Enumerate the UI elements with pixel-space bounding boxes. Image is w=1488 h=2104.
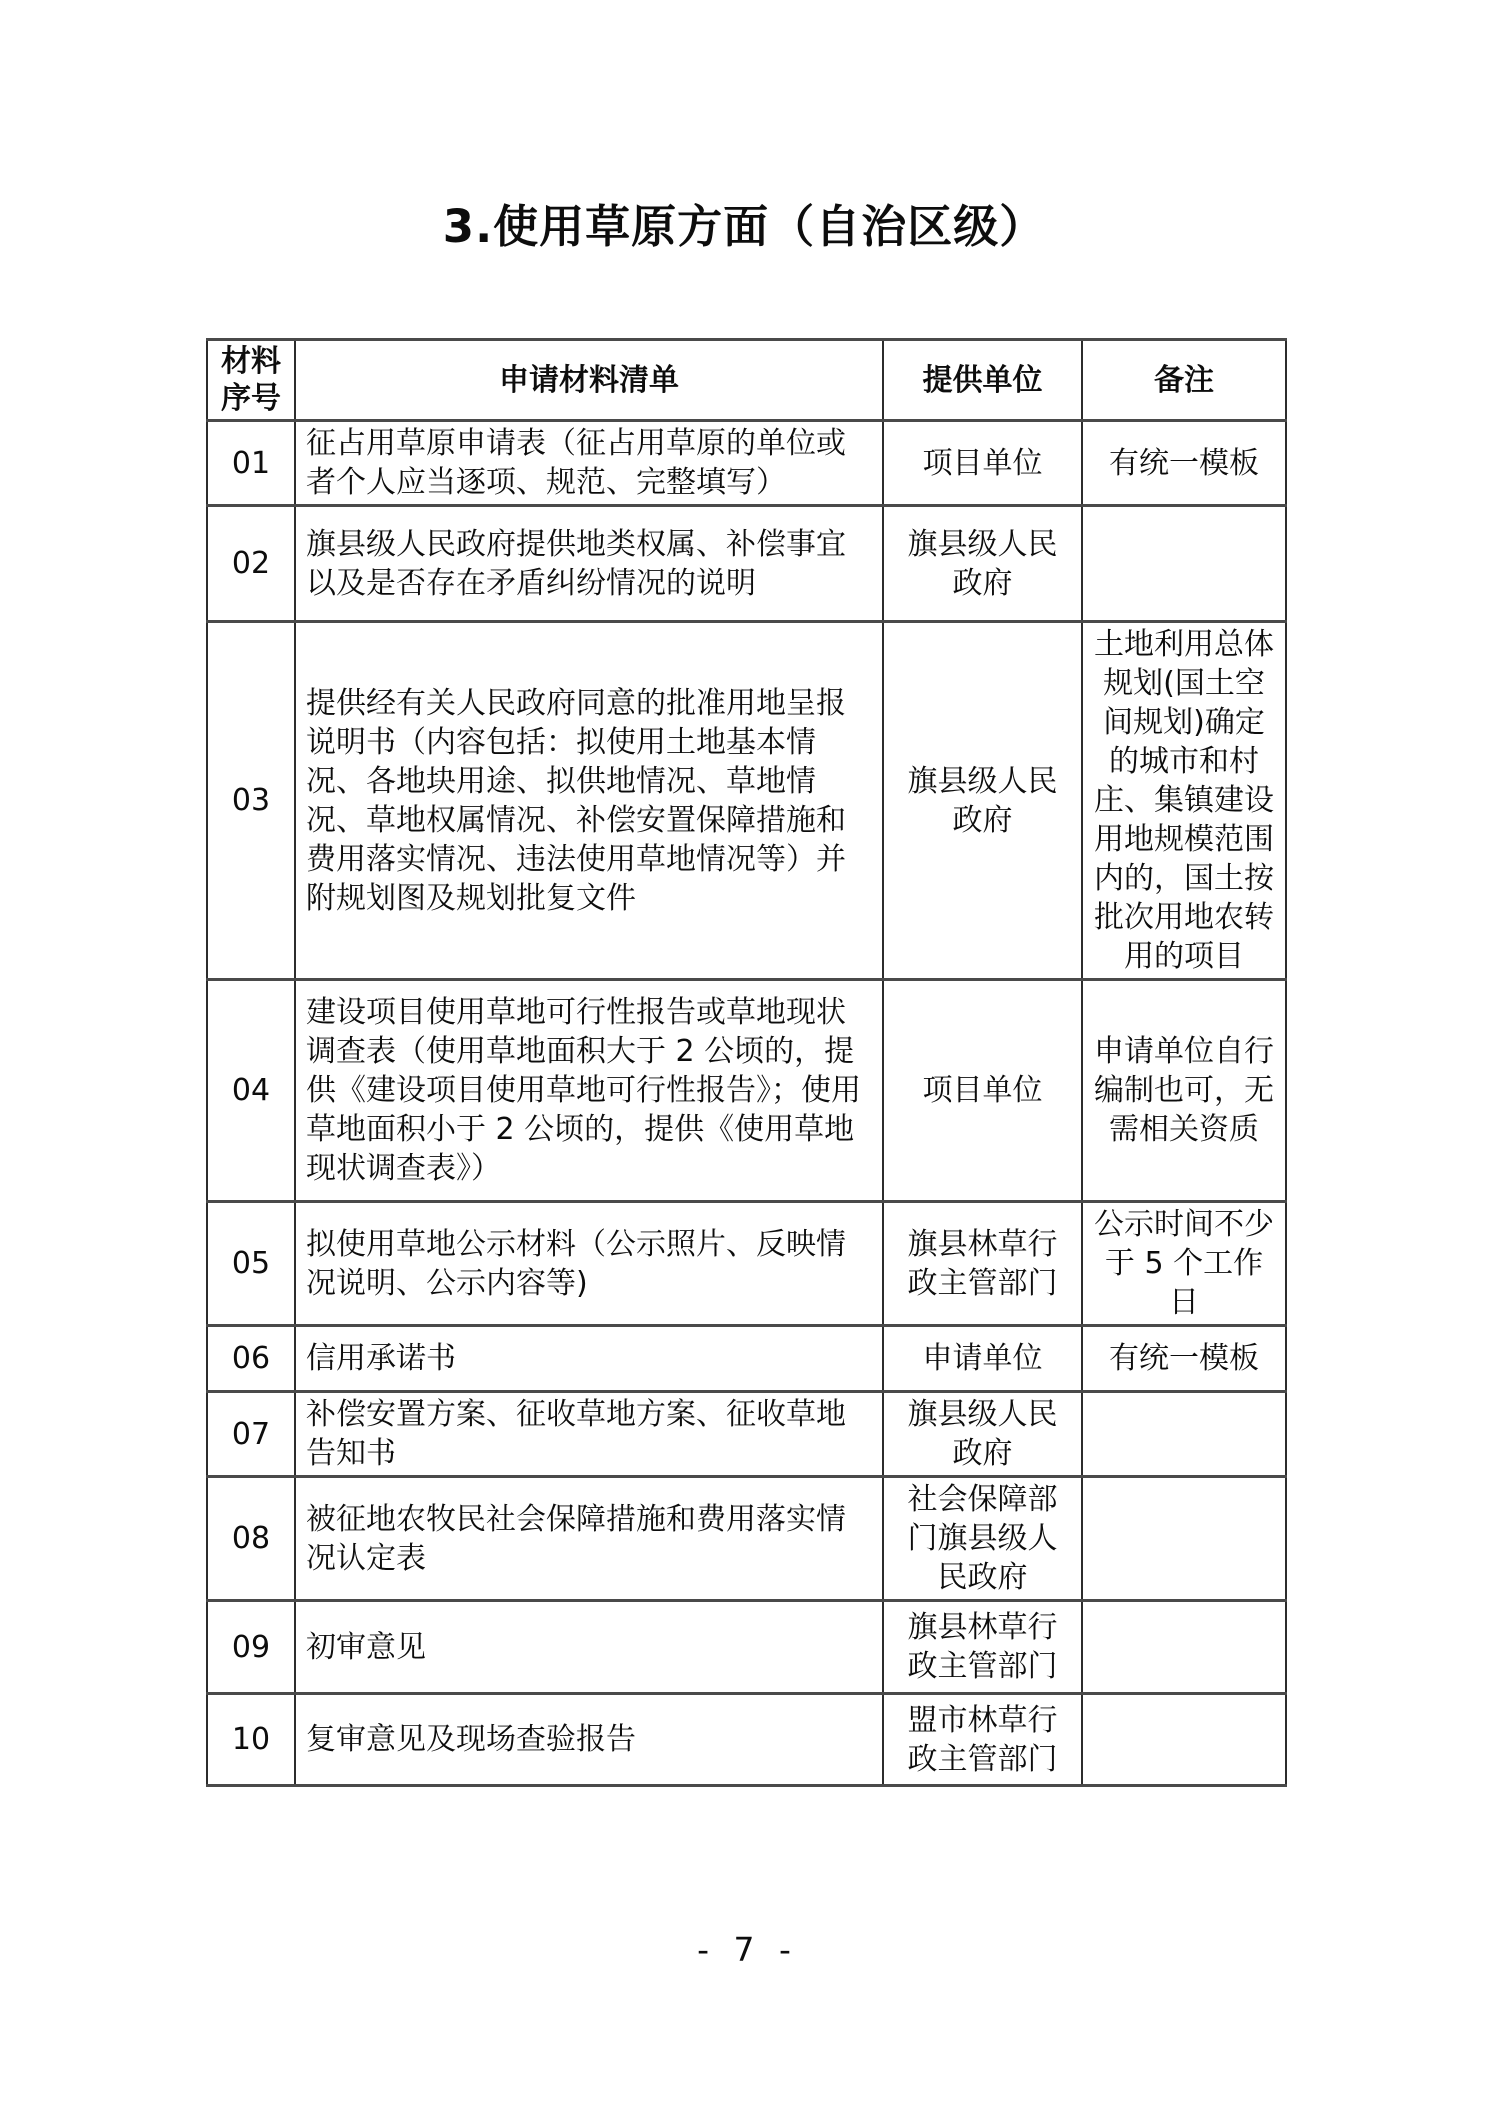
page-number: - 7 -: [697, 1930, 791, 1969]
cell-material-list: 拟使用草地公示材料（公示照片、反映情况说明、公示内容等): [295, 1202, 883, 1326]
cell-material-list: 补偿安置方案、征收草地方案、征收草地告知书: [295, 1392, 883, 1477]
cell-provider: 旗县林草行政主管部门: [883, 1202, 1082, 1326]
cell-provider: 旗县级人民政府: [883, 622, 1082, 980]
cell-material-no: 04: [207, 980, 295, 1202]
table-header-row: [207, 340, 1286, 421]
cell-material-no: 01: [207, 421, 295, 506]
cell-provider: 项目单位: [883, 421, 1082, 506]
table-row: [207, 1326, 1286, 1392]
cell-provider: 项目单位: [883, 980, 1082, 1202]
header-material-list: 申请材料清单: [295, 340, 883, 421]
cell-material-list: 征占用草原申请表（征占用草原的单位或者个人应当逐项、规范、完整填写）: [295, 421, 883, 506]
cell-material-list: 旗县级人民政府提供地类权属、补偿事宜以及是否存在矛盾纠纷情况的说明: [295, 506, 883, 622]
cell-material-no: 06: [207, 1326, 295, 1392]
header-note: 备注: [1082, 340, 1286, 421]
header-provider: 提供单位: [883, 340, 1082, 421]
cell-material-list: 复审意见及现场查验报告: [295, 1694, 883, 1786]
cell-provider: 旗县级人民政府: [883, 1392, 1082, 1477]
cell-material-no: 10: [207, 1694, 295, 1786]
cell-note: [1082, 1694, 1286, 1786]
cell-note: [1082, 1477, 1286, 1601]
cell-note: [1082, 1601, 1286, 1694]
cell-provider: 旗县林草行政主管部门: [883, 1601, 1082, 1694]
cell-material-no: 08: [207, 1477, 295, 1601]
cell-material-no: 07: [207, 1392, 295, 1477]
cell-material-no: 02: [207, 506, 295, 622]
cell-provider: 申请单位: [883, 1326, 1082, 1392]
cell-provider: 旗县级人民政府: [883, 506, 1082, 622]
cell-provider: 社会保障部门旗县级人民政府: [883, 1477, 1082, 1601]
table-row: [207, 506, 1286, 622]
cell-note: 申请单位自行编制也可，无需相关资质: [1082, 980, 1286, 1202]
cell-note: 有统一模板: [1082, 421, 1286, 506]
table-row: [207, 1477, 1286, 1601]
cell-material-no: 09: [207, 1601, 295, 1694]
cell-note: 有统一模板: [1082, 1326, 1286, 1392]
cell-note: [1082, 506, 1286, 622]
table-row: [207, 1601, 1286, 1694]
table-row: [207, 1392, 1286, 1477]
cell-material-list: 建设项目使用草地可行性报告或草地现状调查表（使用草地面积大于 2 公顷的，提供《建设项目使用草地可行性报告》；使用草地面积小于 2 公顷的，提供《使用草地现状调查表》）: [295, 980, 883, 1202]
cell-note: [1082, 1392, 1286, 1477]
cell-material-list: 信用承诺书: [295, 1326, 883, 1392]
table-row: [207, 980, 1286, 1202]
table-row: [207, 622, 1286, 980]
cell-provider: 盟市林草行政主管部门: [883, 1694, 1082, 1786]
table-row: [207, 1202, 1286, 1326]
cell-note: 土地利用总体规划(国土空间规划)确定的城市和村庄、集镇建设用地规模范围内的，国土按批次用地农转用的项目: [1082, 622, 1286, 980]
cell-material-list: 被征地农牧民社会保障措施和费用落实情况认定表: [295, 1477, 883, 1601]
table-row: [207, 1694, 1286, 1786]
header-material-no: 材料序号: [207, 340, 295, 421]
materials-table: [206, 338, 1287, 1787]
cell-material-no: 03: [207, 622, 295, 980]
cell-material-no: 05: [207, 1202, 295, 1326]
cell-note: 公示时间不少于 5 个工作日: [1082, 1202, 1286, 1326]
cell-material-list: 提供经有关人民政府同意的批准用地呈报说明书（内容包括：拟使用土地基本情况、各地块用途、拟供地情况、草地情况、草地权属情况、补偿安置保障措施和费用落实情况、违法使用草地情况等）并附规划图及规划批复文件: [295, 622, 883, 980]
page-title: 3.使用草原方面（自治区级）: [442, 200, 1046, 253]
cell-material-list: 初审意见: [295, 1601, 883, 1694]
table-row: [207, 421, 1286, 506]
